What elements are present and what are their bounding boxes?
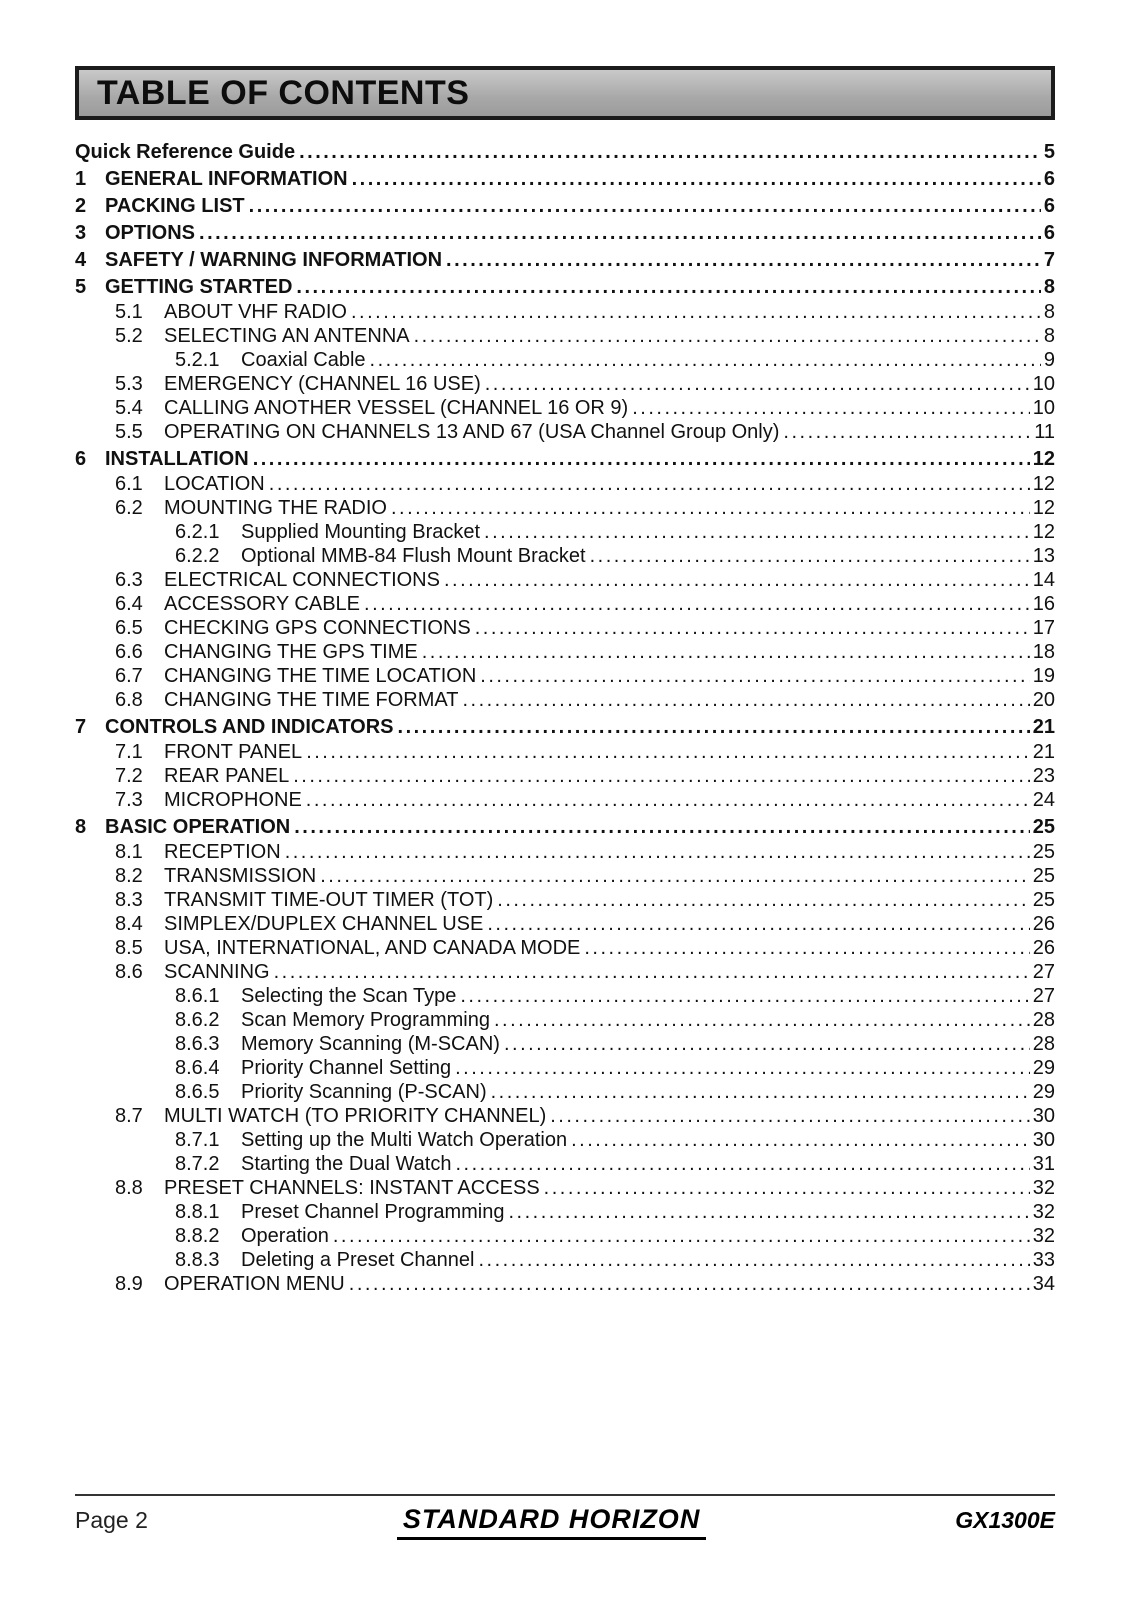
toc-entry [75, 348, 1055, 372]
toc-entry-title: Operation [241, 1225, 329, 1247]
toc-entry-page: 28 [1032, 1033, 1055, 1055]
toc-entry-page: 9 [1043, 349, 1055, 371]
toc-entry-number: 8.3 [115, 889, 143, 911]
toc-leader-dots [462, 688, 1029, 712]
toc-entry [75, 1080, 1055, 1104]
toc-entry-title: CONTROLS AND INDICATORS [105, 716, 394, 738]
toc-leader-dots [783, 420, 1031, 444]
toc-entry-page: 29 [1032, 1057, 1055, 1079]
toc-leader-dots [398, 715, 1030, 739]
toc-leader-dots [391, 496, 1030, 520]
toc-leader-dots [306, 788, 1030, 812]
toc-entry-number: 6.1 [115, 473, 143, 495]
page-title: TABLE OF CONTENTS [97, 73, 470, 112]
toc-entry-title: OPERATING ON CHANNELS 13 AND 67 (USA Channel Group Only) [164, 421, 780, 443]
toc-entry-title: SIMPLEX/DUPLEX CHANNEL USE [164, 913, 484, 935]
toc-entry-title: Supplied Mounting Bracket [241, 521, 481, 543]
toc-leader-dots [444, 568, 1030, 592]
toc-leader-dots [414, 324, 1041, 348]
toc-entry-title: Selecting the Scan Type [241, 985, 457, 1007]
toc-entry-title: INSTALLATION [105, 448, 249, 470]
toc-entry-title: BASIC OPERATION [105, 816, 291, 838]
toc-entry [75, 1104, 1055, 1128]
toc-entry [75, 815, 1055, 839]
toc-leader-dots [422, 640, 1030, 664]
toc-entry-title: RECEPTION [164, 841, 281, 863]
toc-entry-page: 32 [1032, 1201, 1055, 1223]
toc-entry-number: 6 [75, 448, 87, 470]
toc-leader-dots [199, 221, 1041, 245]
footer-model-number: GX1300E [955, 1507, 1055, 1533]
toc-entry-number: 8 [75, 816, 87, 838]
toc-entry-page: 8 [1043, 276, 1055, 298]
toc-entry-number: 5.3 [115, 373, 143, 395]
toc-entry-page: 24 [1032, 789, 1055, 811]
toc-entry [75, 740, 1055, 764]
toc-entry-title: GENERAL INFORMATION [105, 168, 348, 190]
toc-entry-page: 27 [1032, 961, 1055, 983]
toc-entry-number: 6.2.1 [175, 521, 220, 543]
toc-entry-title: Priority Channel Setting [241, 1057, 452, 1079]
toc-entry-page: 12 [1032, 448, 1055, 470]
toc-entry [75, 1248, 1055, 1272]
toc-leader-dots [351, 300, 1041, 324]
toc-entry-number: 6.2 [115, 497, 143, 519]
toc-entry-number: 1 [75, 168, 87, 190]
toc-entry [75, 888, 1055, 912]
toc-leader-dots [352, 167, 1041, 191]
toc-leader-dots [475, 616, 1030, 640]
toc-entry-page: 12 [1032, 497, 1055, 519]
toc-entry-title: MULTI WATCH (TO PRIORITY CHANNEL) [164, 1105, 547, 1127]
toc-entry-number: 7.1 [115, 741, 143, 763]
toc-entry-page: 20 [1032, 689, 1055, 711]
toc-entry [75, 1200, 1055, 1224]
toc-leader-dots [485, 372, 1030, 396]
toc-entry-number: 8.6.4 [175, 1057, 220, 1079]
toc-leader-dots [370, 348, 1041, 372]
toc-entry [75, 640, 1055, 664]
toc-entry-title: SAFETY / WARNING INFORMATION [105, 249, 443, 271]
toc-entry-number: 6.7 [115, 665, 143, 687]
toc-entry-page: 7 [1043, 249, 1055, 271]
toc-entry [75, 221, 1055, 245]
toc-entry-number: 8.7.2 [175, 1153, 220, 1175]
toc-entry-title: PRESET CHANNELS: INSTANT ACCESS [164, 1177, 540, 1199]
toc-entry [75, 568, 1055, 592]
toc-entry-number: 8.8.1 [175, 1201, 220, 1223]
toc-entry [75, 520, 1055, 544]
toc-entry-number: 5.1 [115, 301, 143, 323]
toc-leader-dots [504, 1032, 1030, 1056]
toc-leader-dots [296, 275, 1040, 299]
toc-entry-number: 8.7.1 [175, 1129, 220, 1151]
toc-entry [75, 1008, 1055, 1032]
toc-entry-page: 30 [1032, 1129, 1055, 1151]
toc-entry-title: ELECTRICAL CONNECTIONS [164, 569, 440, 591]
toc-entry [75, 300, 1055, 324]
toc-entry-number: 8.6 [115, 961, 143, 983]
toc-entry-number: 8.5 [115, 937, 143, 959]
brand-logo: STANDARD HORIZON [397, 1504, 706, 1540]
toc-entry-number: 8.9 [115, 1273, 143, 1295]
toc-entry-title: PACKING LIST [105, 195, 245, 217]
toc-entry-title: Starting the Dual Watch [241, 1153, 452, 1175]
toc-entry-title: Scan Memory Programming [241, 1009, 490, 1031]
toc-entry-title: CALLING ANOTHER VESSEL (CHANNEL 16 OR 9) [164, 397, 629, 419]
toc-entry-title: TRANSMISSION [164, 865, 317, 887]
toc-entry-page: 12 [1032, 521, 1055, 543]
toc-leader-dots [487, 912, 1029, 936]
toc-entry-page: 21 [1032, 741, 1055, 763]
toc-entry [75, 1272, 1055, 1296]
toc-entry [75, 764, 1055, 788]
toc-entry-number: 5.5 [115, 421, 143, 443]
toc-leader-dots [455, 1152, 1029, 1176]
toc-entry [75, 248, 1055, 272]
toc-entry-page: 21 [1032, 716, 1055, 738]
toc-entry-page: 25 [1032, 865, 1055, 887]
toc-entry-page: 6 [1043, 195, 1055, 217]
document-page [75, 0, 1055, 1296]
toc-entry [75, 194, 1055, 218]
toc-entry-title: USA, INTERNATIONAL, AND CANADA MODE [164, 937, 581, 959]
toc-entry [75, 788, 1055, 812]
toc-entry-number: 8.4 [115, 913, 143, 935]
toc-header-box [75, 66, 1055, 120]
toc-entry [75, 496, 1055, 520]
toc-leader-dots [285, 840, 1030, 864]
toc-entry-number: 5.2.1 [175, 349, 220, 371]
toc-entry [75, 936, 1055, 960]
toc-entry-number: 8.8.3 [175, 1249, 220, 1271]
toc-entry [75, 167, 1055, 191]
toc-entry-page: 25 [1032, 816, 1055, 838]
toc-leader-dots [484, 520, 1030, 544]
toc-entry-title: ABOUT VHF RADIO [164, 301, 347, 323]
toc-entry-page: 6 [1043, 168, 1055, 190]
toc-entry-number: 7.2 [115, 765, 143, 787]
toc-entry-title: Coaxial Cable [241, 349, 366, 371]
toc-entry-page: 32 [1032, 1225, 1055, 1247]
toc-leader-dots [478, 1248, 1029, 1272]
toc-leader-dots [269, 472, 1030, 496]
toc-entry-title: EMERGENCY (CHANNEL 16 USE) [164, 373, 481, 395]
toc-entry-number: 8.8 [115, 1177, 143, 1199]
toc-entry-title: ACCESSORY CABLE [164, 593, 361, 615]
toc-leader-dots [544, 1176, 1030, 1200]
toc-entry-number: 6.4 [115, 593, 143, 615]
toc-entry-page: 5 [1043, 141, 1055, 163]
toc-entry [75, 984, 1055, 1008]
toc-entry-title: LOCATION [164, 473, 265, 495]
toc-entry-page: 10 [1032, 373, 1055, 395]
toc-entry-title: SCANNING [164, 961, 270, 983]
toc-entry [75, 688, 1055, 712]
toc-entry [75, 1176, 1055, 1200]
toc-entry-title: OPERATION MENU [164, 1273, 345, 1295]
toc-entry-page: 33 [1032, 1249, 1055, 1271]
toc-entry-number: 6.3 [115, 569, 143, 591]
toc-entry-number: 8.2 [115, 865, 143, 887]
toc-entry-page: 34 [1032, 1273, 1055, 1295]
toc-leader-dots [293, 764, 1030, 788]
toc-leader-dots [364, 592, 1030, 616]
toc-entry-page: 18 [1032, 641, 1055, 663]
toc-entry-page: 27 [1032, 985, 1055, 1007]
toc-entry-title: Quick Reference Guide [75, 141, 296, 163]
toc-entry-number: 6.2.2 [175, 545, 220, 567]
toc-entry [75, 275, 1055, 299]
toc-entry-number: 8.7 [115, 1105, 143, 1127]
toc-entry [75, 544, 1055, 568]
toc-leader-dots [497, 888, 1029, 912]
page-footer [75, 1494, 1055, 1540]
toc-entry-title: SELECTING AN ANTENNA [164, 325, 410, 347]
toc-entry-page: 8 [1043, 301, 1055, 323]
toc-leader-dots [632, 396, 1030, 420]
toc-entry-title: MOUNTING THE RADIO [164, 497, 387, 519]
toc-entry-title: CHECKING GPS CONNECTIONS [164, 617, 471, 639]
toc-entry-number: 7.3 [115, 789, 143, 811]
toc-leader-dots [508, 1200, 1029, 1224]
toc-entry-number: 8.6.3 [175, 1033, 220, 1055]
toc-entry-number: 5.2 [115, 325, 143, 347]
toc-entry [75, 140, 1055, 164]
toc-leader-dots [455, 1056, 1030, 1080]
toc-entry-title: Priority Scanning (P-SCAN) [241, 1081, 487, 1103]
toc-leader-dots [349, 1272, 1030, 1296]
toc-entry-page: 8 [1043, 325, 1055, 347]
toc-entry [75, 960, 1055, 984]
toc-entry [75, 1032, 1055, 1056]
toc-entry-title: MICROPHONE [164, 789, 302, 811]
toc-entry [75, 447, 1055, 471]
toc-entry-page: 32 [1032, 1177, 1055, 1199]
footer-page-number: Page 2 [75, 1507, 148, 1533]
toc-list [75, 140, 1055, 1296]
toc-leader-dots [274, 960, 1030, 984]
toc-leader-dots [299, 140, 1041, 164]
toc-entry-page: 10 [1032, 397, 1055, 419]
toc-leader-dots [253, 447, 1030, 471]
toc-entry [75, 1056, 1055, 1080]
toc-entry [75, 864, 1055, 888]
toc-entry-page: 25 [1032, 889, 1055, 911]
toc-entry [75, 912, 1055, 936]
toc-entry-number: 8.8.2 [175, 1225, 220, 1247]
toc-entry-number: 7 [75, 716, 87, 738]
toc-entry-number: 6.8 [115, 689, 143, 711]
toc-entry [75, 472, 1055, 496]
toc-entry [75, 420, 1055, 444]
toc-entry-title: FRONT PANEL [164, 741, 303, 763]
toc-leader-dots [460, 984, 1029, 1008]
toc-leader-dots [480, 664, 1029, 688]
toc-leader-dots [491, 1080, 1030, 1104]
toc-entry-page: 14 [1032, 569, 1055, 591]
toc-leader-dots [550, 1104, 1030, 1128]
toc-entry-number: 8.1 [115, 841, 143, 863]
toc-entry [75, 616, 1055, 640]
toc-entry-title: Optional MMB-84 Flush Mount Bracket [241, 545, 586, 567]
toc-entry-page: 19 [1032, 665, 1055, 687]
toc-entry [75, 324, 1055, 348]
toc-entry-page: 11 [1034, 421, 1055, 443]
toc-entry-title: CHANGING THE TIME FORMAT [164, 689, 459, 711]
toc-leader-dots [306, 740, 1030, 764]
toc-entry-number: 8.6.2 [175, 1009, 220, 1031]
toc-entry-title: Memory Scanning (M-SCAN) [241, 1033, 500, 1055]
toc-entry-number: 6.5 [115, 617, 143, 639]
toc-entry-number: 2 [75, 195, 87, 217]
toc-entry [75, 396, 1055, 420]
toc-entry-number: 8.6.5 [175, 1081, 220, 1103]
toc-entry-page: 26 [1032, 913, 1055, 935]
toc-entry-title: OPTIONS [105, 222, 196, 244]
toc-entry-title: Deleting a Preset Channel [241, 1249, 475, 1271]
toc-entry [75, 840, 1055, 864]
toc-entry-number: 5 [75, 276, 87, 298]
toc-leader-dots [446, 248, 1041, 272]
toc-entry-page: 29 [1032, 1081, 1055, 1103]
toc-entry [75, 1224, 1055, 1248]
toc-leader-dots [320, 864, 1030, 888]
toc-entry-number: 5.4 [115, 397, 143, 419]
toc-entry-page: 23 [1032, 765, 1055, 787]
toc-entry [75, 372, 1055, 396]
toc-entry-title: Setting up the Multi Watch Operation [241, 1129, 568, 1151]
toc-entry-page: 12 [1032, 473, 1055, 495]
toc-entry [75, 1128, 1055, 1152]
toc-entry-page: 13 [1032, 545, 1055, 567]
toc-entry-page: 6 [1043, 222, 1055, 244]
toc-entry [75, 1152, 1055, 1176]
toc-entry-page: 26 [1032, 937, 1055, 959]
toc-entry [75, 592, 1055, 616]
toc-entry-title: CHANGING THE GPS TIME [164, 641, 418, 663]
toc-entry-page: 16 [1032, 593, 1055, 615]
toc-entry-number: 6.6 [115, 641, 143, 663]
toc-leader-dots [249, 194, 1041, 218]
toc-leader-dots [584, 936, 1029, 960]
toc-entry-title: GETTING STARTED [105, 276, 293, 298]
toc-leader-dots [590, 544, 1030, 568]
toc-entry-number: 8.6.1 [175, 985, 220, 1007]
toc-entry-title: TRANSMIT TIME-OUT TIMER (TOT) [164, 889, 494, 911]
toc-leader-dots [571, 1128, 1030, 1152]
toc-entry-page: 30 [1032, 1105, 1055, 1127]
toc-entry-title: CHANGING THE TIME LOCATION [164, 665, 477, 687]
toc-entry-number: 4 [75, 249, 87, 271]
toc-entry-page: 31 [1032, 1153, 1055, 1175]
toc-entry-page: 17 [1032, 617, 1055, 639]
toc-entry [75, 664, 1055, 688]
toc-leader-dots [294, 815, 1030, 839]
toc-entry-page: 25 [1032, 841, 1055, 863]
toc-leader-dots [333, 1224, 1030, 1248]
toc-entry-page: 28 [1032, 1009, 1055, 1031]
toc-leader-dots [494, 1008, 1030, 1032]
toc-entry [75, 715, 1055, 739]
toc-entry-number: 3 [75, 222, 87, 244]
toc-entry-title: REAR PANEL [164, 765, 290, 787]
toc-entry-title: Preset Channel Programming [241, 1201, 505, 1223]
